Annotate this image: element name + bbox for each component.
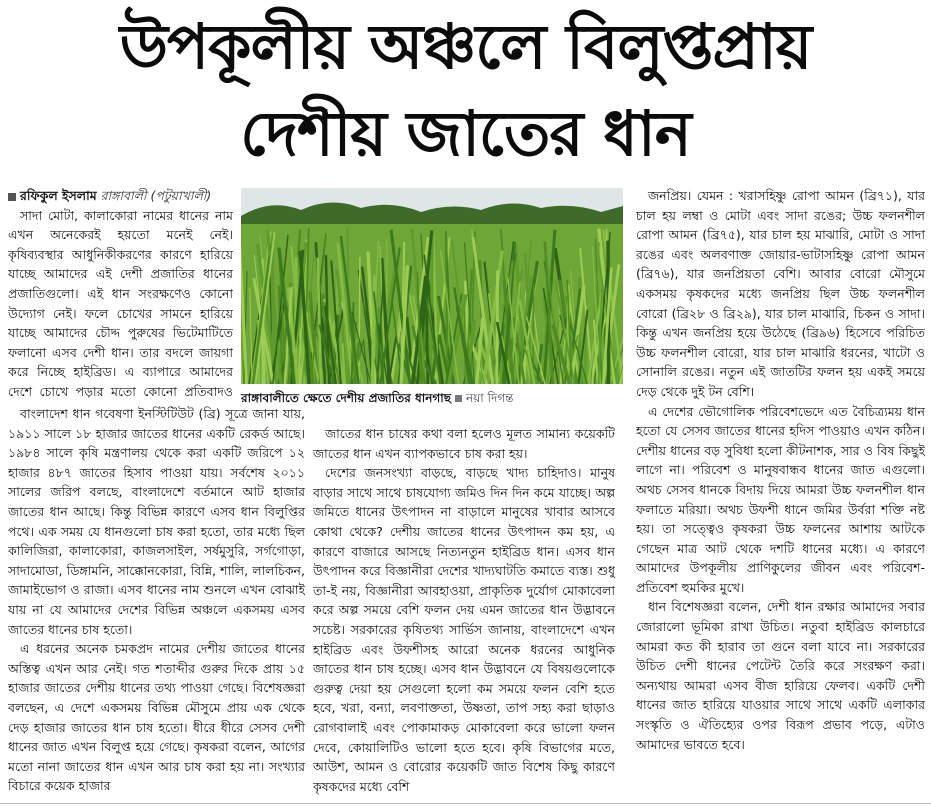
headline-line-1: উপকূলীয় অঞ্চলে বিলুপ্তপ্রায়	[119, 10, 812, 83]
caption-text: রাঙ্গাবালীতে ক্ষেতে দেশীয় প্রজাতির ধানগাছ	[241, 391, 451, 405]
paragraph: সাদা মোটা, কালাকোরা নামের ধানের নাম এখন অনেকেরই হয়তো মনেই নেই। কৃষিব্যবস্থার আধুনিকীকরণের কারণে হারিয়ে যাচ্ছে আমাদের এই দেশী প্রজাতির ধানের প্রজাতিগুলো। এই ধান সংরক্ষণেও কোনো উদ্যোগ নেই। ফলে চোখের সামনে হারিয়ে যাচ্ছে আমাদের চৌদ্দ পুরুষের ভিটেমাটিতে ফলানো এসব দেশী ধান। তার বদলে জায়গা করে নিচ্ছে হাইব্রিড। এ ব্যাপারে আমাদের দেশে চোখে পড়ার মতো কোনো প্রতিবাদও	[8, 207, 233, 398]
bullet-square-icon	[8, 193, 16, 201]
paragraph: ধান বিশেষজ্ঞরা বলেন, দেশী ধান রক্ষার আমাদের সবার জোরালো ভূমিকা রাখা উচিত। নতুবা হাইব্রিড কালচারে আমরা কত কী হারাব তা গুনে বলা যাবে না। সরকারের উচিত দেশী ধানের পেটেন্ট তৈরি করে সংরক্ষণ করা। অন্যথায় আমরা এসব বীজ হারিয়ে ফেলব। একটি দেশী ধানের জাত হারিয়ে যাওয়ার সাথে সাথে একটি এলাকার সংস্কৃতি ও ঐতিহ্যের ওপর বিরূপ প্রভাব পড়ে, এটাও আমাদের ভাবতে হবে।	[636, 599, 925, 752]
article-column-2	[8, 404, 305, 802]
article-column-1	[8, 186, 233, 398]
paragraph: এ ধরনের অনেক চমকপ্রদ নামের দেশীয় জাতের ধানের অস্তিত্ব এখন আর নেই। গত শতাব্দীর গুরুর দিকে প্রায় ১৫ হাজার জাতের দেশীয় ধানের তথ্য পাওয়া গেছে। বিশেষজ্ঞরা বলছেন, এ দেশে একসময় বিভিন্ন মৌসুমে প্রায় এক থেকে দেড় হাজার জাতের ধান চাষ হতো। ধীরে ধীরে সেসব দেশী ধানের জাত এখন বিলুপ্ত হয়ে গেছে। কৃষকরা বলেন, আগের মতো নানা জাতের ধান এখন আর চাষ করা হয় না। সংখ্যার বিচারে কয়েক হাজার	[8, 641, 305, 794]
byline-author: রফিকুল ইসলাম	[20, 188, 97, 203]
headline-line-2: দেশীয় জাতের ধান	[240, 97, 691, 170]
paragraph: এ দেশের ভৌগোলিক পরিবেশভেদে এত বৈচিত্র্যময় ধান হতো যে সেসব জাতের ধানের হদিস পাওয়াও এখন কঠিন। দেশীয় ধানের বড় সুবিধা হলো কীটনাশক, সার ও বিষ কিছুই লাগে না। পরিবেশ ও মানুষবান্ধব ধানের জাত এগুলো। অথচ সেসব ধানকে বিদায় দিয়ে আমরা উচ্চ ফলনশীল ধান ফলাতে মরিয়া। অথচ উফশী ধানে জমির উর্বরা শক্তি নষ্ট হয়। তা সত্ত্বেও কৃষকরা উচ্চ ফলনের আশায় আটকে গেছেন মাত্র আট থেকে দশটি ধানের মধ্যে। এ কারণে আমাদের উপকূলীয় প্রাণিকুলের জীবন এবং পরিবেশ-প্রতিবেশ হুমকির মুখে।	[636, 403, 925, 595]
caption-credit: নয়া দিগন্ত	[465, 391, 514, 405]
paragraph: জাতের ধান চাষের কথা বলা হলেও মূলত সামান্য কয়েকটি জাতের ধান এখন ব্যাপকভাবে চাষ করা হয়।	[313, 426, 615, 461]
byline	[8, 186, 233, 206]
caption-separator-icon	[455, 395, 462, 402]
rice-field-image	[241, 188, 623, 384]
byline-location: রাঙ্গাবালী (পটুয়াখালী)	[100, 188, 212, 203]
article-column-3	[313, 424, 615, 802]
bottom-rule	[0, 803, 931, 804]
paragraph: বাংলাদেশ ধান গবেষণা ইনস্টিটিউট (ব্রি) সূত্রে জানা যায়, ১৯১১ সালে ১৮ হাজার জাতের ধানের একটি রেকর্ড আছে। ১৯৮৪ সালে কৃষি মন্ত্রণালয় থেকে করা একটি জরিপে ১২ হাজার ৪৮৭ জাতের হিসাব পাওয়া যায়। সর্বশেষ ২০১১ সালের জরিপ বলছে, বাংলাদেশে বর্তমানে আট হাজার জাতের ধান আছে। কিন্তু বিভিন্ন কারণে এসব ধান বিলুপ্তির পথে। এক সময় যে ধানগুলো চাষ করা হতো, তার মধ্যে ছিল কালিজিরা, কালাকোরা, কাজলসাইল, সর্ষমুসুরি, সর্গগোড়া, সাদামোডা, ডিঙ্গামনি, সাক্কোনকোরা, বিন্নি, শালি, লালচিকন, জামাইভোগ ও রাজা। এসব ধানের নাম শুনলে এখন বোঝাই যায় না যে আমাদের দেশের বিভিন্ন অঞ্চলে একসময় এসব জাতের ধানের চাষ হতো।	[8, 406, 305, 637]
paragraph: দেশের জনসংখ্যা বাড়ছে, বাড়ছে খাদ্য চাহিদাও। মানুষ বাড়ার সাথে সাথে চাষযোগ্য জমিও দিন দিন কমে যাচ্ছে। অল্প জমিতে ধানের উৎপাদন না বাড়ালে মানুষের খাবার আসবে কোথা থেকে? দেশীয় জাতের ধানের উৎপাদন কম হয়, এ কারণে বাজারে আসছে নিত্যনতুন হাইব্রিড ধান। এসব ধান উৎপাদন করে বিজ্ঞানীরা দেশের খাদ্যঘাটতি কমাতে ব্যস্ত। শুধু তা-ই নয়, বিজ্ঞানীরা আবহাওয়া, প্রাকৃতিক দুর্যোগ মোকাবেলা করে অল্প সময়ে বেশি ফলন দেয় এমন জাতের ধান উদ্ভাবনে সচেষ্ট। সরকারের কৃষিতথ্য সার্ভিস জানায়, বাংলাদেশে এখন হাইব্রিড এবং উফশীসহ আরো অনেক ধরনের আধুনিক জাতের ধান চাষ হচ্ছে। এসব ধান উদ্ভাবনে যে বিষয়গুলোকে গুরুত্ব দেয়া হয় সেগুলো হলো কম সময়ে ফলন বেশি হতে হবে, খরা, বন্যা, লবণাক্ততা, উষ্ণতা, তাপ সহ্য করা ছাড়াও রোগবালাই এবং পোকামাকড় মোকাবেলা করে ভালো ফলন দেবে, কোয়ালিটিও ভালো হতে হবে। কৃষি বিভাগের মতে, আউশ, আমন ও বোরোর কয়েকটি জাত বিশেষ কিছু কারণে কৃষকদের মধ্যে বেশি	[313, 465, 615, 794]
rice-blade	[359, 257, 360, 384]
paragraph: জনপ্রিয়। যেমন : খরাসহিষ্ণু রোপা আমন (ব্রি৭১), যার চাল হয় লম্বা ও মোটা এবং সাদা রঙের; উচ্চ ফলনশীল রোপা আমন (ব্রি৭৫), যার চাল হয় মাঝারি, মোটা ও সাদা রঙের এবং অলবণাক্ত জোয়ার-ভাটাসহিষ্ণু রোপা আমন (ব্রি৭৬), যার জনপ্রিয়তা বেশি। আবার বোরো মৌসুমে একসময় কৃষকদের মধ্যে জনপ্রিয় ছিল উচ্চ ফলনশীল বোরো (ব্রি২৮ ও ব্রি২৯), যার চাল মাঝারি, চিকন ও সাদা। কিন্তু এখন জনপ্রিয় হয়ে উঠেছে (ব্রি৯৬) হিসেবে পরিচিত উচ্চ ফলনশীল বোরো, যার চাল মাঝারি ধরনের, খাটো ও সোনালি রঙের। নতুন এই জাতটির ফলন হয় একই সময়ে দেড় থেকে দুই টন বেশি।	[636, 188, 925, 399]
headline	[0, 4, 931, 178]
article-column-4	[636, 186, 925, 802]
rice-field-photo	[241, 188, 623, 384]
